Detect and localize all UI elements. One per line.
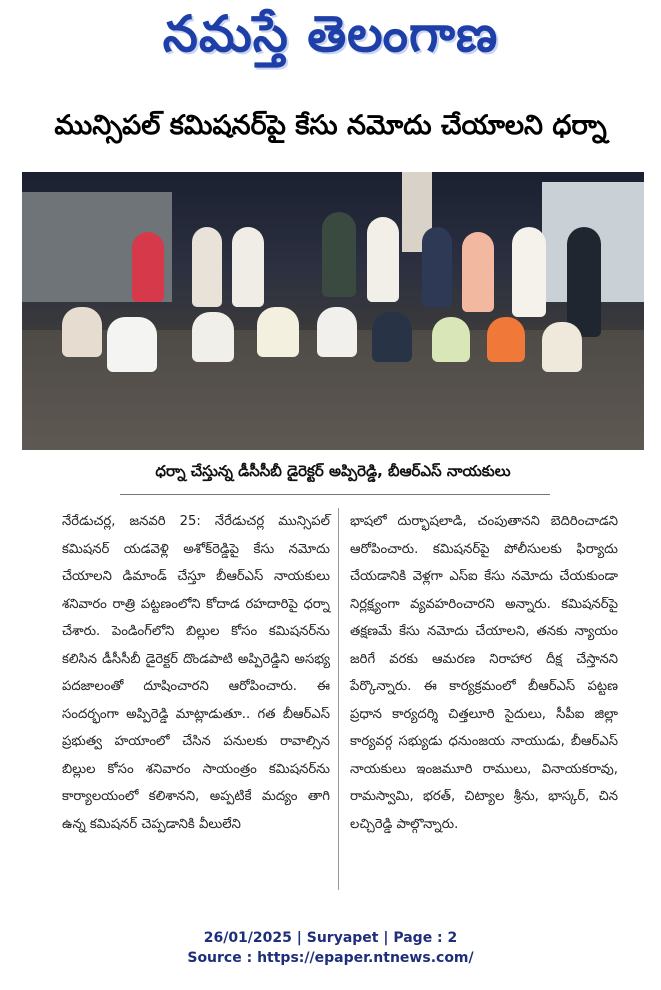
person <box>372 312 412 362</box>
person <box>62 307 102 357</box>
person <box>192 312 234 362</box>
article-column-left: నేరేడుచర్ల, జనవరి 25: నేరేడుచర్ల మున్సిపల్ కమిషనర్ యడవెళ్లి అశోక్‌రెడ్డిపై కేసు నమోదు చేయాలని డిమాండ్ చేస్తూ బీఆర్‌ఎస్ నాయకులు శనివారం రాత్రి పట్టణంలోని కోదాడ రహదారిపై ధర్నా చేశారు. పెండింగ్‌లోని బిల్లుల కోసం కమిషనర్‌ను కలిసిన డీసీసీబీ డైరెక్టర్ దొండపాటి అప్పిరెడ్డిని అసభ్య పదజాలంతో దూషించారని ఆరోపించారు. ఈ సందర్భంగా అప్పిరెడ్డి మాట్లాడుతూ.. గత బీఆర్‌ఎస్ ప్రభుత్వ హయాంలో చేసిన పనులకు రావాల్సిన బిల్లుల కోసం శనివారం సాయంత్రం కమిషనర్‌ను కార్యాలయంలో కలిశానని, అప్పటికే మద్యం తాగి ఉన్న కమిషనర్ చెప్పడానికి వీలులేని <box>62 514 330 832</box>
footer-date-edition: 26/01/2025 | Suryapet | Page : 2 <box>203 930 458 946</box>
column-divider <box>338 508 339 890</box>
article-headline-block <box>0 104 661 154</box>
person <box>107 317 157 372</box>
photo-caption-block <box>22 453 644 493</box>
article-column-right: భాషలో దుర్భాషలాడి, చంపుతానని బెదిరించాడని ఆరోపించారు. కమిషనర్‌పై పోలీసులకు ఫిర్యాదు చేయడానికి వెళ్లగా ఎస్ఐ కేసు నమోదు చేయకుండా నిర్లక్ష్యంగా వ్యవహరించారని అన్నారు. కమిషనర్‌పై తక్షణమే కేసు నమోదు చేయాలని, తనకు న్యాయం జరిగే వరకు ఆమరణ నిరాహార దీక్ష చేస్తానని పేర్కొన్నారు. ఈ కార్యక్రమంలో బీఆర్‌ఎస్ పట్టణ ప్రధాన కార్యదర్శి చిత్తలూరి సైదులు, సీపీఐ జిల్లా కార్యవర్గ సభ్యుడు ధనుంజయ నాయుడు, బీఆర్‌ఎస్ నాయకులు ఇంజమూరి రాములు, వినాయకరావు, రామస్వామి, భరత్, చిట్యాల శ్రీను, భాస్కర్, చిన లచ్చిరెడ్డి పాల్గొన్నారు. <box>350 514 618 832</box>
person <box>322 212 356 297</box>
newspaper-title: నమస్తే తెలంగాణ <box>162 4 499 63</box>
person <box>422 227 452 307</box>
masthead <box>0 0 661 80</box>
person <box>432 317 470 362</box>
footer-source-link[interactable]: Source : https://epaper.ntnews.com/ <box>187 950 474 966</box>
person <box>317 307 357 357</box>
person <box>257 307 299 357</box>
person <box>232 227 264 307</box>
person <box>542 322 582 372</box>
person <box>567 227 601 337</box>
article-photo <box>22 172 644 450</box>
person <box>487 317 525 362</box>
person <box>367 217 399 302</box>
person <box>462 232 494 312</box>
caption-divider <box>120 494 550 495</box>
person <box>512 227 546 317</box>
photo-caption: ధర్నా చేస్తున్న డీసీసీబీ డైరెక్టర్ అప్పిరెడ్డి, బీఆర్‌ఎస్ నాయకులు <box>155 462 511 480</box>
article-headline: మున్సిపల్ కమిషనర్‌పై కేసు నమోదు చేయాలని ధర్నా <box>54 110 607 141</box>
person <box>192 227 222 307</box>
person <box>132 232 164 302</box>
